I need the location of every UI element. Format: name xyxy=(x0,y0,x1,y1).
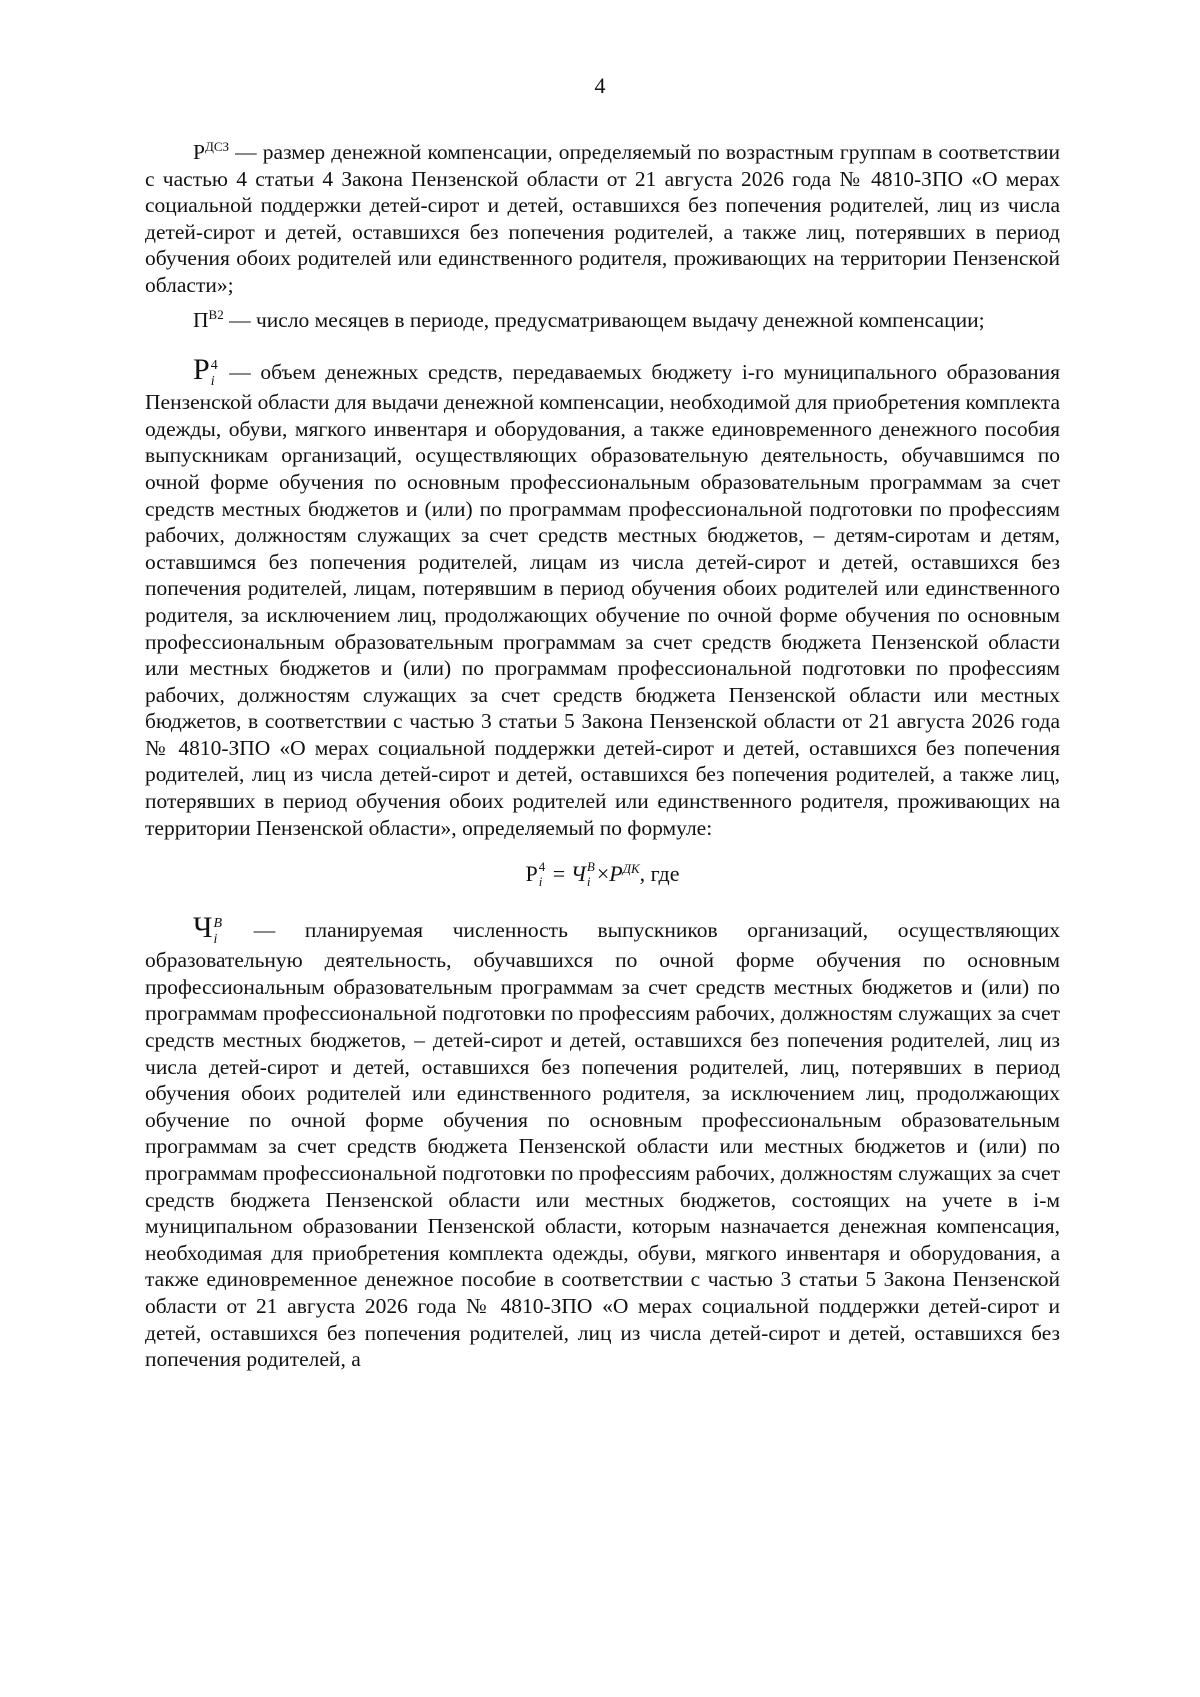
formula-term: Р xyxy=(609,861,623,887)
page-number: 4 xyxy=(594,73,606,98)
formula-subscript: i xyxy=(210,374,215,390)
definition-paragraph-rdsz xyxy=(145,139,1060,299)
formula-superscript: ДСЗ xyxy=(204,139,230,154)
formula-superscript: ДК xyxy=(622,861,640,877)
formula-symbol: П xyxy=(193,307,209,332)
definition-paragraph-pi4 xyxy=(145,353,1060,841)
formula-symbol: Р xyxy=(193,140,205,164)
formula-subscript: i xyxy=(586,874,591,890)
formula-superscript: В2 xyxy=(208,306,224,322)
paragraph-text: — размер денежной компенсации, определяемый по возрастным группам в соответствии с частью 4 статьи 4 Закона Пензенской области от 21 августа 2026 года № 4810-ЗПО «О мерах социальной поддержки детей-сирот и детей, оставшихся без попечения родителей, лиц из числа детей-сирот и детей, оставшихся без попечения родителей, а также лиц, потерявших в период обучения обоих родителей или единственного родителя, проживающих на территории Пензенской области»; xyxy=(145,140,1060,297)
formula-subscript: i xyxy=(538,874,543,890)
document-body xyxy=(145,139,1060,1373)
formula-lhs: Р xyxy=(525,861,538,887)
formula-indices xyxy=(211,359,218,389)
formula-superscript: В xyxy=(213,916,223,932)
formula-indices xyxy=(587,860,595,888)
definition-paragraph-chiv xyxy=(145,911,1060,1373)
formula xyxy=(145,859,1060,889)
paragraph-text: — число месяцев в периоде, предусматривающем выдачу денежной компенсации; xyxy=(223,307,985,332)
formula-equals: = xyxy=(547,861,571,887)
formula-symbol: Р xyxy=(193,353,210,387)
formula-symbol: Ч xyxy=(193,911,213,945)
formula-indices xyxy=(214,917,223,947)
formula-subscript: i xyxy=(213,932,218,948)
formula-indices xyxy=(539,860,546,888)
definition-paragraph-pv2 xyxy=(145,307,1060,334)
formula-superscript: 4 xyxy=(210,358,218,374)
paragraph-text: — объем денежных средств, передаваемых бюджету i-го муниципального образования Пензенской области для выдачи денежной компенсации, необходимой для приобретения комплекта одежды, обуви, мягкого инвентаря и оборудования, а также единовременного денежного пособия выпускникам организаций, осуществляющих образовательную деятельность, обучавшимся по очной форме обучения по основным профессиональным образовательным программам за счет средств местных бюджетов и (или) по программам профессиональной подготовки по профессиям рабочих, должностям служащих за счет средств местных бюджетов, – детям-сиротам и детям, оставшимся без попечения родителей, лицам из числа детей-сирот и детей, оставшихся без попечения родителей, лицам, потерявшим в период обучения обоих родителей или единственного родителя, за исключением лиц, продолжающих обучение по очной форме обучения по основным профессиональным образовательным программам за счет средств бюджета Пензенской области или местных бюджетов и (или) по программам профессиональной подготовки по профессиям рабочих, должностям служащих за счет средств бюджета Пензенской области или местных бюджетов, в соответствии с частью 3 статьи 5 Закона Пензенской области от 21 августа 2026 года № 4810-ЗПО «О мерах социальной поддержки детей-сирот и детей, оставшихся без попечения родителей, лиц из числа детей-сирот и детей, оставшихся без попечения родителей, а также лиц, потерявших в период обучения обоих родителей или единственного родителя, проживающих на территории Пензенской области», определяемый по формуле: xyxy=(145,360,1060,840)
formula-superscript: В xyxy=(586,859,595,875)
formula-superscript: 4 xyxy=(538,859,546,875)
formula-tail: , где xyxy=(639,861,680,887)
paragraph-text: — планируемая численность выпускников организаций, осуществляющих образовательную деятельность, обучавшихся по очной форме обучения по основным профессиональным образовательным программам за счет средств местных бюджетов и (или) по программам профессиональной подготовки по профессиям рабочих, должностям служащих за счет средств местных бюджетов, – детей-сирот и детей, оставшихся без попечения родителей, лиц из числа детей-сирот и детей, оставшихся без попечения родителей, лиц, потерявших в период обучения обоих родителей или единственного родителя, за исключением лиц, продолжающих обучение по очной форме обучения по основным профессиональным образовательным программам за счет средств бюджета Пензенской области или местных бюджетов и (или) по программам профессиональной подготовки по профессиям рабочих, должностям служащих за счет средств бюджета Пензенской области или местных бюджетов, состоящих на учете в i-м муниципальном образовании Пензенской области, которым назначается денежная компенсация, необходимая для приобретения комплекта одежды, обуви, мягкого инвентаря и оборудования, а также единовременное денежное пособие в соответствии с частью 3 статьи 5 Закона Пензенской области от 21 августа 2026 года № 4810-ЗПО «О мерах социальной поддержки детей-сирот и детей, оставшихся без попечения родителей, лиц из числа детей-сирот и детей, оставшихся без попечения родителей, а xyxy=(145,918,1060,1372)
formula-term: Ч xyxy=(570,861,586,887)
formula-times: × xyxy=(596,861,610,887)
